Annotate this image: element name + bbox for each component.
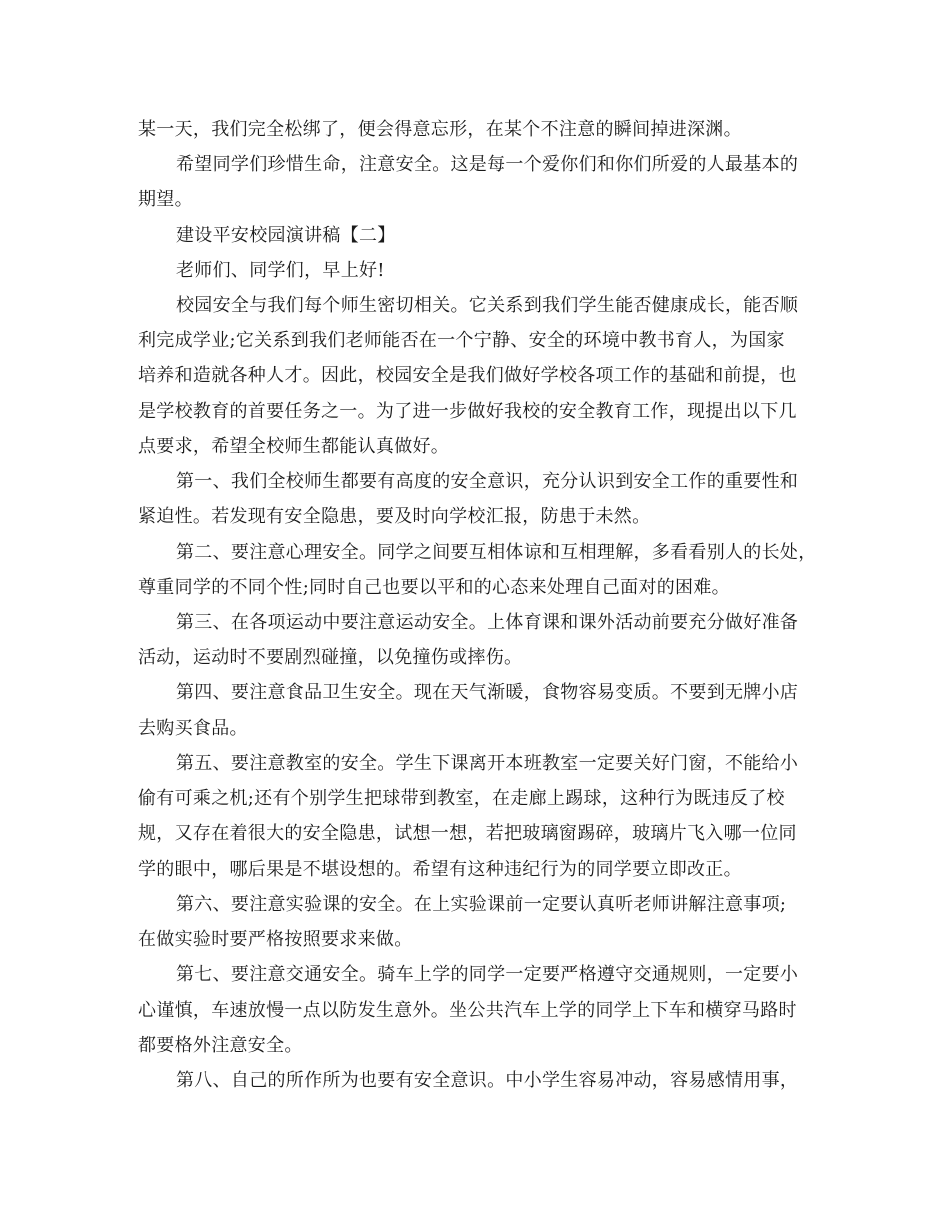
text-line: 偷有可乘之机;还有个别学生把球带到教室，在走廊上踢球，这种行为既违反了校 — [138, 788, 785, 809]
text-line: 某一天，我们完全松绑了，便会得意忘形，在某个不注意的瞬间掉进深渊。 — [138, 119, 742, 140]
greeting: 老师们、同学们，早上好! — [176, 260, 385, 281]
text-line: 期望。 — [138, 189, 193, 210]
text-line: 尊重同学的不同个性;同时自己也要以平和的心态来处理自己面对的困难。 — [138, 577, 730, 598]
section-heading: 建设平安校园演讲稿【二】 — [176, 225, 396, 246]
paragraph-start: 第四、要注意食品卫生安全。现在天气渐暖，食物容易变质。不要到无牌小店 — [176, 682, 799, 703]
paragraph-start: 第八、自己的所作所为也要有安全意识。中小学生容易冲动，容易感情用事， — [176, 1070, 799, 1091]
paragraph-start: 第一、我们全校师生都要有高度的安全意识，充分认识到安全工作的重要性和 — [176, 471, 799, 492]
text-line: 是学校教育的首要任务之一。为了进一步做好我校的安全教育工作，现提出以下几 — [138, 401, 797, 422]
text-line: 点要求，希望全校师生都能认真做好。 — [138, 436, 450, 457]
paragraph-start: 第六、要注意实验课的安全。在上实验课前一定要认真听老师讲解注意事项; — [176, 894, 787, 915]
paragraph-start: 希望同学们珍惜生命，注意安全。这是每一个爱你们和你们所爱的人最基本的 — [176, 154, 799, 175]
text-line: 去购买食品。 — [138, 718, 248, 739]
text-line: 利完成学业;它关系到我们老师能否在一个宁静、安全的环境中教书育人，为国家 — [138, 330, 785, 351]
text-line: 活动，运动时不要剧烈碰撞，以免撞伤或摔伤。 — [138, 647, 523, 668]
text-line: 心谨慎，车速放慢一点以防发生意外。坐公共汽车上学的同学上下车和横穿马路时 — [138, 1000, 797, 1021]
paragraph-start: 校园安全与我们每个师生密切相关。它关系到我们学生能否健康成长，能否顺 — [176, 295, 799, 316]
paragraph-start: 第五、要注意教室的安全。学生下课离开本班教室一定要关好门窗，不能给小 — [176, 753, 799, 774]
text-line: 规，又存在着很大的安全隐患，试想一想，若把玻璃窗踢碎，玻璃片飞入哪一位同 — [138, 823, 797, 844]
text-line: 都要格外注意安全。 — [138, 1035, 303, 1056]
text-line: 在做实验时要严格按照要求来做。 — [138, 929, 413, 950]
text-line: 学的眼中，哪后果是不堪设想的。希望有这种违纪行为的同学要立即改正。 — [138, 859, 742, 880]
paragraph-start: 第七、要注意交通安全。骑车上学的同学一定要严格遵守交通规则，一定要小 — [176, 964, 799, 985]
paragraph-start: 第三、在各项运动中要注意运动安全。上体育课和课外活动前要充分做好准备 — [176, 612, 799, 633]
text-line: 紧迫性。若发现有安全隐患，要及时向学校汇报，防患于未然。 — [138, 506, 651, 527]
paragraph-start: 第二、要注意心理安全。同学之间要互相体谅和互相理解，多看看别人的长处， — [176, 542, 817, 563]
text-line: 培养和造就各种人才。因此，校园安全是我们做好学校各项工作的基础和前提，也 — [138, 365, 797, 386]
